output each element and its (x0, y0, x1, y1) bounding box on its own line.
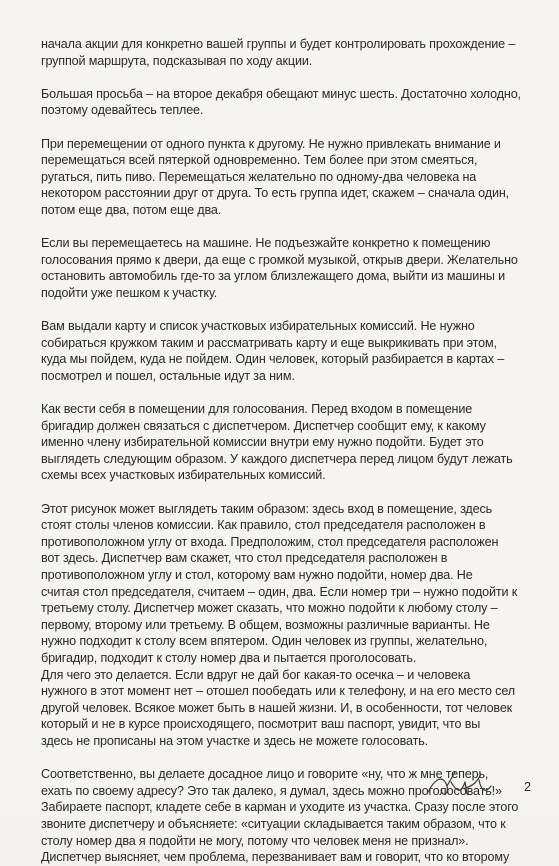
text-line: Для чего это делается. Если вдруг не дай бог какая-то осечка – и человека (41, 667, 471, 682)
text-line: стоят столы членов комиссии. Как правило, стол председателя расположен в (41, 518, 486, 533)
text-line: ехать по своему адресу? Это так далеко, я думал, здесь можно проголосовать!» (41, 783, 502, 798)
text-line: считая стол председателя, считаем – один, два. Если номер три – нужно подойти к (41, 584, 518, 599)
text-line: здесь не прописаны на этом участке и здесь не можете голосовать. (41, 733, 428, 748)
paragraph-3 (41, 136, 523, 219)
text-line: нужного в этот момент нет – отошел пообедать или к телефону, и на его место сел (41, 684, 515, 699)
text-line: другой человек. Всякое может быть в нашей жизни. И, в особенности, тот человек (41, 700, 513, 715)
paragraph-6 (41, 401, 523, 484)
document-body (41, 36, 523, 866)
text-line: Если вы перемещаетесь на машине. Не подъезжайте конкретно к помещению (41, 236, 491, 251)
text-line: Большая просьба – на второе декабря обещают минус шесть. Достаточно холодно, (41, 86, 521, 101)
text-line: Диспетчер выясняет, чем проблема, перезванивает вам и говорит, что ко второму (41, 850, 510, 865)
text-line: остановить автомобиль где-то за углом близлежащего дома, выйти из машины и (41, 269, 506, 284)
text-line: группой маршрута, подсказывая по ходу акции. (41, 53, 313, 68)
text-line: который и не в курсе происходящего, посмотрит ваш паспорт, увидит, что вы (41, 717, 481, 732)
text-line: Вам выдали карту и список участковых избирательных комиссий. Не нужно (41, 319, 475, 334)
paragraph-5 (41, 318, 523, 384)
paragraph-1 (41, 36, 523, 69)
text-line: куда мы пойдем, куда не пойдем. Один человек, который разбирается в картах – (41, 352, 505, 367)
text-line: поэтому одевайтесь теплее. (41, 103, 204, 118)
text-line: первому, второму или третьему. В общем, возможны различные варианты. Не (41, 617, 490, 632)
text-line: подойти уже пешком к участку. (41, 285, 218, 300)
text-line: перемещаться всей пятеркой одновременно. Тем более при этом смеяться, (41, 153, 478, 168)
text-line: выглядеть следующим образом. У каждого диспетчера перед лицом будут лежать (41, 451, 513, 466)
text-line: Соответственно, вы делаете досадное лицо и говорите «ну, что ж мне теперь, (41, 767, 489, 782)
text-line: столу номер два я подойти не могу, потому что человек меня не признал». (41, 833, 469, 848)
text-line: третьему столу. Диспетчер может сказать, что можно подойти к любому столу – (41, 601, 498, 616)
text-line: Как вести себя в помещении для голосования. Перед входом в помещение (41, 402, 473, 417)
text-line: ругаться, пить пиво. Перемещаться желательно по одному-два человека на (41, 169, 477, 184)
text-line: противоположном углу от входа. Предположим, стол председателя расположен (41, 534, 499, 549)
text-line: голосования прямо к двери, да еще с громкой музыкой, открыв двери. Желательно (41, 252, 518, 267)
text-line: посмотрел и пошел, остальные идут за ним. (41, 368, 295, 383)
text-line: некотором расстоянии друг от друга. То есть группа идет, скажем – сначала один, (41, 186, 509, 201)
text-line: собираться кружком таким и рассматривать карту и еще выкрикивать при этом, (41, 335, 497, 350)
text-line: начала акции для конкретно вашей группы и будет контролировать прохождение – (41, 37, 516, 51)
text-line: нужно подходит к столу всем впятером. Один человек из группы, желательно, (41, 634, 488, 649)
text-line: бригадир, подходит к столу номер два и пытается проголосовать. (41, 650, 417, 665)
text-line: Этот рисунок может выглядеть таким образом: здесь вход в помещение, здесь (41, 501, 493, 516)
text-line: вот здесь. Диспетчер вам скажет, что стол председателя расположен в (41, 551, 448, 566)
text-line: При перемещении от одного пункта к другому. Не нужно привлекать внимание и (41, 136, 501, 151)
text-line: именно члену избирательной комиссии внутри ему нужно подойти. Будет это (41, 435, 484, 450)
page-footer (421, 764, 531, 804)
paragraph-2 (41, 86, 523, 119)
paragraph-7 (41, 501, 523, 750)
text-line: схемы всех участковых избирательных комиссий. (41, 468, 326, 483)
text-line: потом еще два, потом еще два. (41, 202, 222, 217)
text-line: бригадир должен связаться с диспетчером. Диспетчер сообщит ему, к какому (41, 418, 486, 433)
paragraph-4 (41, 235, 523, 301)
text-line: Забираете паспорт, кладете себе в карман и уходите из участка. Сразу после этого (41, 800, 519, 815)
text-line: звоните диспетчеру и объясняете: «ситуации складывается таким образом, что к (41, 816, 506, 831)
text-line: противоположном углу и стол, которому вам нужно подойти, номер два. Не (41, 568, 473, 582)
page-number: 2 (523, 780, 531, 794)
handwritten-signature (421, 764, 511, 804)
